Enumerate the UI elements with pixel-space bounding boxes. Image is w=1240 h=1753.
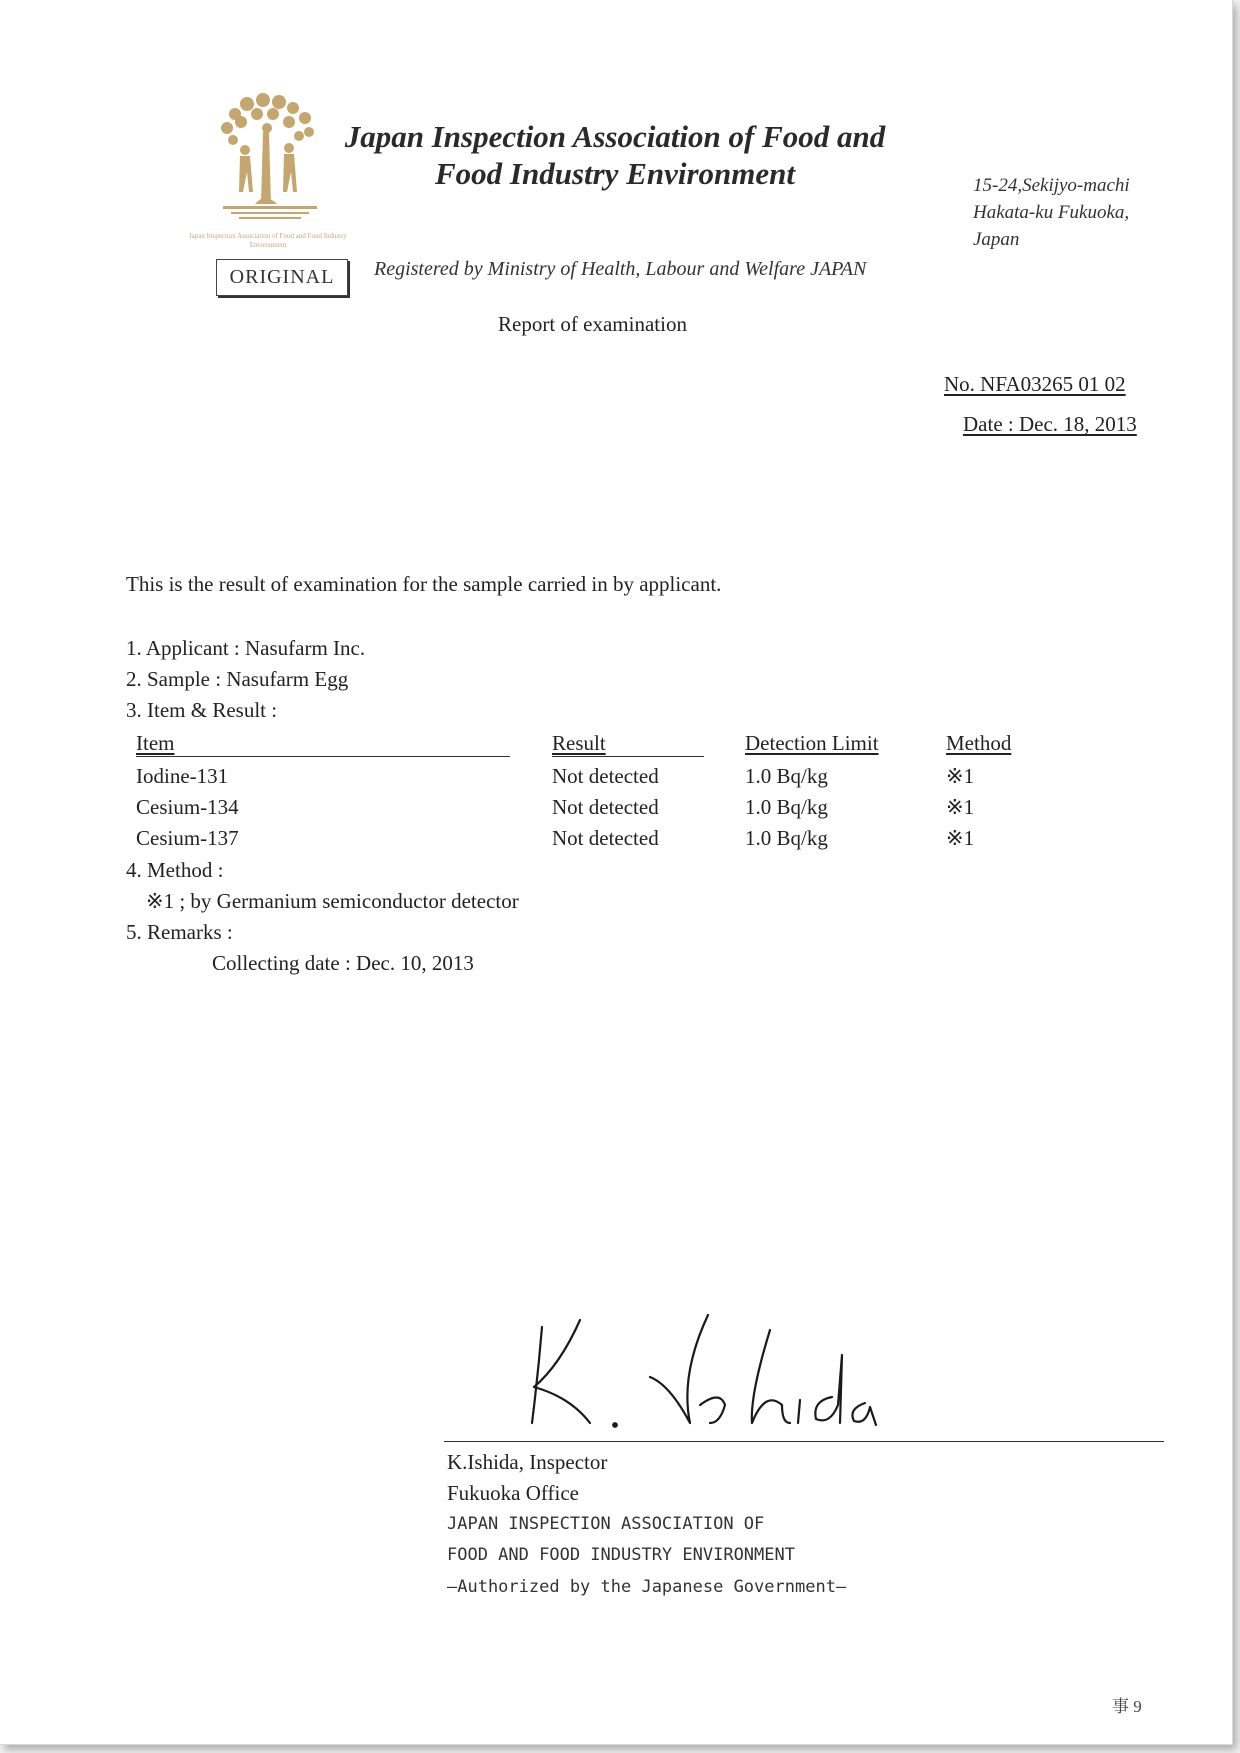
association-line-2: FOOD AND FOOD INDUSTRY ENVIRONMENT <box>447 1545 795 1565</box>
method-note: ※1 ; by Germanium semiconductor detector <box>146 889 519 913</box>
signature-line <box>444 1441 1164 1442</box>
table-cell-item: Iodine-131 <box>136 764 229 788</box>
item-result-heading: 3. Item & Result : <box>126 698 278 722</box>
table-header-result: Result <box>552 731 606 755</box>
organization-title: Japan Inspection Association of Food and Food Industry Environment <box>344 119 886 191</box>
tree-logo-icon <box>205 92 335 228</box>
document-date: Date : Dec. 18, 2013 <box>963 412 1137 436</box>
original-stamp: ORIGINAL <box>216 259 348 296</box>
remarks-heading: 5. Remarks : <box>126 920 233 944</box>
table-header-item: Item <box>136 731 175 755</box>
table-cell-result: Not detected <box>552 826 659 850</box>
table-cell-limit: 1.0 Bq/kg <box>745 764 828 788</box>
table-cell-method: ※1 <box>946 826 975 850</box>
table-cell-limit: 1.0 Bq/kg <box>745 826 828 850</box>
address-line-3: Japan <box>973 229 1020 250</box>
table-cell-result: Not detected <box>552 795 659 819</box>
registration-line: Registered by Ministry of Health, Labour and Welfare JAPAN <box>374 258 867 280</box>
intro-text: This is the result of examination for the sample carried in by applicant. <box>126 572 722 596</box>
result-header-underline <box>552 756 704 757</box>
collecting-date: Collecting date : Dec. 10, 2013 <box>212 951 474 975</box>
signature <box>520 1305 950 1440</box>
address <box>973 172 1173 253</box>
method-heading: 4. Method : <box>126 858 224 882</box>
applicant-line: 1. Applicant : Nasufarm Inc. <box>126 636 366 660</box>
table-cell-method: ※1 <box>946 795 975 819</box>
table-header-detection-limit: Detection Limit <box>745 731 879 755</box>
table-cell-method: ※1 <box>946 764 975 788</box>
document-number: No. NFA03265 01 02 <box>944 372 1126 396</box>
authorized-line: —Authorized by the Japanese Government— <box>447 1577 847 1597</box>
table-cell-result: Not detected <box>552 764 659 788</box>
address-line-1: 15-24,Sekijyo-machi <box>973 175 1130 196</box>
association-line-1: JAPAN INSPECTION ASSOCIATION OF <box>447 1514 765 1534</box>
table-cell-limit: 1.0 Bq/kg <box>745 795 828 819</box>
item-header-underline <box>136 756 510 757</box>
table-cell-item: Cesium-137 <box>136 826 239 850</box>
table-cell-item: Cesium-134 <box>136 795 239 819</box>
page-code: 事 9 <box>1112 1697 1142 1716</box>
inspector-name: K.Ishida, Inspector <box>447 1450 608 1474</box>
report-title: Report of examination <box>498 312 687 336</box>
sample-line: 2. Sample : Nasufarm Egg <box>126 667 349 691</box>
logo-caption: Japan Inspection Association of Food and Food Industry Environment <box>188 232 348 249</box>
office-name: Fukuoka Office <box>447 1481 579 1505</box>
address-line-2: Hakata-ku Fukuoka, <box>973 202 1130 223</box>
table-header-method: Method <box>946 731 1012 755</box>
